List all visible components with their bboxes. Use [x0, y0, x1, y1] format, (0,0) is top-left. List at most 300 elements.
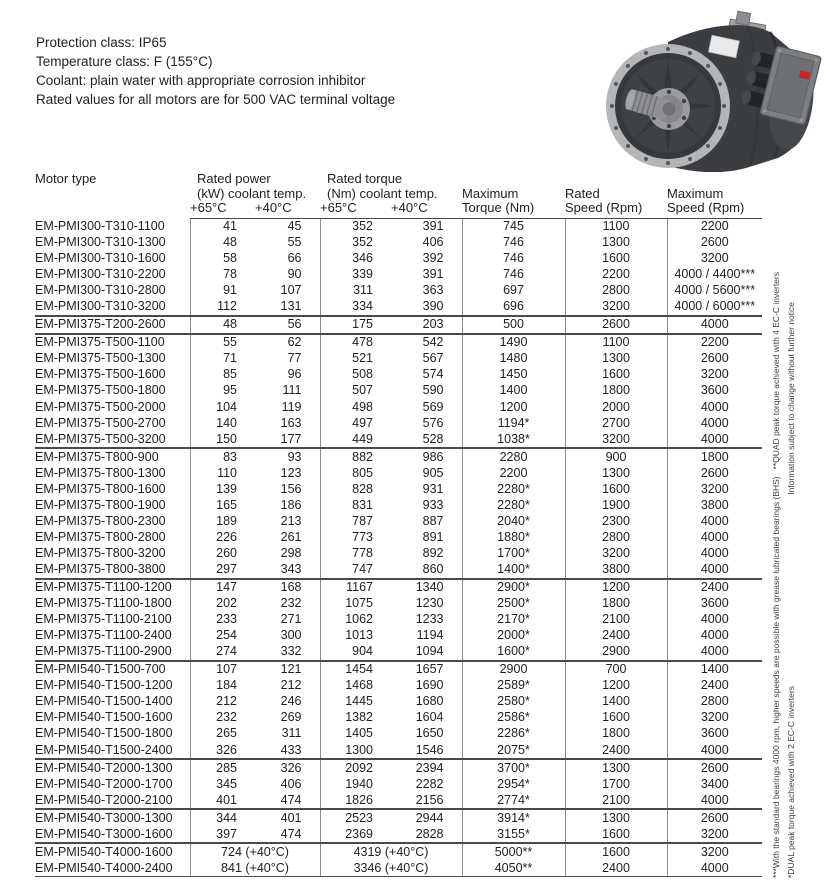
rated-values-line: Rated values for all motors are for 500 VAC terminal voltage — [36, 92, 396, 107]
table-row — [35, 399, 762, 415]
table-row — [35, 579, 762, 596]
table-cell: 1468 — [320, 678, 391, 694]
table-cell: 91 — [190, 283, 255, 299]
table-cell: 298 — [280, 545, 302, 560]
table-cell: 265 — [190, 726, 255, 742]
table-cell: 326 — [190, 742, 255, 759]
table-cell: 3914* — [462, 809, 565, 826]
table-cell: 260 — [190, 545, 255, 561]
table-row — [35, 776, 762, 792]
table-cell: 2944 — [391, 809, 462, 826]
table-cell: 4000 — [667, 628, 762, 644]
table-cell: 1038* — [462, 431, 565, 448]
table-cell: 2700 — [565, 415, 667, 431]
table-cell: 1657 — [391, 661, 462, 678]
table-cell: EM-PMI375-T1100-2900 — [35, 644, 172, 659]
table-cell: 45 — [287, 219, 302, 234]
table-cell: 3800 — [667, 497, 762, 513]
table-cell: 831 — [320, 497, 391, 513]
table-cell: 1690 — [415, 678, 444, 693]
table-cell: 4000 / 5600*** — [667, 283, 762, 299]
table-cell: 4000 — [667, 644, 762, 661]
table-cell: EM-PMI300-T310-2800 — [35, 283, 166, 298]
table-cell: 90 — [287, 267, 302, 282]
table-cell: 95 — [190, 383, 255, 399]
table-cell: 2586* — [462, 710, 565, 726]
table-cell: EM-PMI540-T1500-1400 — [35, 694, 173, 709]
table-cell: 700 — [565, 661, 667, 678]
table-cell: 567 — [422, 351, 444, 366]
table-row — [35, 351, 762, 367]
table-cell: 1230 — [415, 596, 444, 611]
table-cell: 1405 — [320, 726, 391, 742]
table-cell: 5000** — [462, 843, 565, 860]
table-cell: EM-PMI540-T1500-1200 — [35, 678, 173, 693]
table-cell: 1100 — [565, 218, 667, 235]
table-cell: 1700* — [462, 545, 565, 561]
table-cell: 497 — [320, 415, 391, 431]
table-cell: 390 — [422, 299, 444, 314]
header-power-65: +65°C — [190, 201, 255, 218]
table-cell: 2900* — [462, 579, 565, 596]
table-cell: 168 — [255, 579, 320, 596]
table-cell: 2800 — [565, 283, 667, 299]
table-cell: 343 — [280, 562, 302, 576]
table-cell: 339 — [320, 267, 391, 283]
table-cell: 1300 — [320, 742, 391, 759]
table-cell: 107 — [280, 283, 302, 298]
protection-class-line: Protection class: IP65 — [36, 35, 167, 50]
table-cell: EM-PMI375-T500-1800 — [35, 383, 166, 398]
table-cell: 2600 — [667, 235, 762, 251]
table-cell: 2300 — [565, 513, 667, 529]
table-cell: EM-PMI540-T1500-1600 — [35, 710, 173, 725]
table-cell: 1194* — [462, 415, 565, 431]
table-cell: EM-PMI375-T800-3800 — [35, 562, 166, 576]
table-cell: 3600 — [667, 596, 762, 612]
table-cell: 232 — [280, 596, 302, 611]
table-cell: 189 — [190, 513, 255, 529]
table-cell: 2000 — [565, 399, 667, 415]
table-cell: EM-PMI375-T800-1600 — [35, 481, 166, 496]
table-cell: EM-PMI540-T1500-2400 — [35, 742, 173, 757]
table-cell: 345 — [190, 776, 255, 792]
table-row — [35, 235, 762, 251]
table-cell: 3600 — [667, 383, 762, 399]
table-cell: 212 — [190, 694, 255, 710]
footnote-quad-torque: **QUAD peak torque achieved with 4 EC-C inverters — [771, 272, 781, 470]
table-cell: 4000 — [667, 513, 762, 529]
table-cell: 2092 — [320, 759, 391, 776]
table-cell: 2800 — [667, 694, 762, 710]
table-row — [35, 612, 762, 628]
table-cell: 78 — [190, 267, 255, 283]
header-rated-speed-1: Rated — [565, 185, 600, 201]
table-cell: 111 — [282, 383, 302, 398]
table-cell: 2500* — [462, 596, 565, 612]
table-cell: 150 — [190, 431, 255, 448]
table-cell: 1700 — [565, 776, 667, 792]
header-rated-speed-2: Speed (Rpm) — [565, 201, 667, 218]
table-cell: 391 — [422, 219, 444, 234]
temperature-class-line: Temperature class: F (155°C) — [36, 54, 213, 69]
table-cell: 1400 — [667, 661, 762, 678]
table-cell: 140 — [190, 415, 255, 431]
table-cell: 2369 — [320, 826, 391, 843]
table-cell: 891 — [422, 529, 444, 544]
table-cell: 1200 — [565, 579, 667, 596]
table-cell: 285 — [190, 759, 255, 776]
motor-photo-illustration — [598, 8, 822, 172]
table-cell: 3200 — [667, 843, 762, 860]
table-cell: 1600 — [565, 843, 667, 860]
table-cell: EM-PMI375-T800-2800 — [35, 529, 166, 544]
table-cell: 1400 — [565, 694, 667, 710]
table-cell: 1300 — [565, 465, 667, 481]
table-cell: 474 — [280, 792, 302, 807]
table-cell: 4000 — [667, 431, 762, 448]
table-cell: 1300 — [565, 759, 667, 776]
table-cell: 3600 — [667, 726, 762, 742]
table-cell: 344 — [190, 809, 255, 826]
table-cell: 269 — [280, 710, 302, 725]
table-cell: 1013 — [320, 628, 391, 644]
table-cell: 246 — [280, 694, 302, 709]
table-cell: 1382 — [320, 710, 391, 726]
table-cell: 311 — [281, 726, 302, 741]
table-cell: 1940 — [320, 776, 391, 792]
table-cell: 165 — [190, 497, 255, 513]
table-cell: 745 — [462, 218, 565, 235]
table-cell: 3200 — [667, 251, 762, 267]
header-max-torque-2: Torque (Nm) — [462, 201, 565, 218]
table-row — [35, 759, 762, 776]
table-cell: 2954* — [462, 776, 565, 792]
table-cell: EM-PMI375-T800-2300 — [35, 513, 166, 528]
table-cell: EM-PMI300-T310-1300 — [35, 235, 166, 250]
table-cell: 2200 — [667, 218, 762, 235]
table-cell: 2200 — [462, 465, 565, 481]
table-cell: 1167 — [320, 579, 391, 596]
table-cell: 2900 — [565, 644, 667, 661]
table-cell: 887 — [422, 513, 444, 528]
table-cell: 4000 — [667, 415, 762, 431]
table-cell: 212 — [280, 678, 302, 693]
table-row — [35, 481, 762, 497]
table-row — [35, 431, 762, 448]
table-cell: 3800 — [565, 561, 667, 578]
table-cell: EM-PMI300-T310-1600 — [35, 251, 166, 266]
table-cell: 1454 — [320, 661, 391, 678]
table-cell: 1800 — [667, 448, 762, 465]
table-cell: EM-PMI375-T1100-1200 — [35, 579, 190, 596]
table-row — [35, 267, 762, 283]
table-cell: 406 — [280, 776, 302, 791]
table-cell: 401 — [255, 809, 320, 826]
table-cell: EM-PMI375-T200-2600 — [35, 316, 190, 334]
table-cell: 773 — [320, 529, 391, 545]
table-cell: 986 — [391, 448, 462, 465]
table-cell: 828 — [320, 481, 391, 497]
table-cell: 4000 — [667, 561, 762, 578]
table-cell: 4000 — [667, 742, 762, 759]
table-cell: EM-PMI375-T500-1300 — [35, 351, 166, 366]
header-power-40: +40°C — [255, 201, 320, 218]
table-cell: EM-PMI375-T500-1100 — [35, 334, 190, 351]
table-cell: 2100 — [565, 612, 667, 628]
table-cell: 107 — [190, 661, 255, 678]
table-cell: 48 — [190, 316, 255, 334]
table-cell: 574 — [422, 367, 444, 382]
table-cell: 110 — [190, 465, 255, 481]
table-cell: 406 — [422, 235, 444, 250]
table-cell: 590 — [422, 383, 444, 398]
table-cell: 2600 — [667, 465, 762, 481]
table-cell: 332 — [280, 644, 302, 659]
table-row — [35, 513, 762, 529]
table-cell: 139 — [190, 481, 255, 497]
table-cell: 1480 — [462, 351, 565, 367]
table-cell: EM-PMI540-T3000-1300 — [35, 809, 190, 826]
table-row — [35, 334, 762, 351]
table-cell: 391 — [422, 267, 444, 282]
table-cell: 2800 — [565, 529, 667, 545]
table-cell: EM-PMI540-T1500-1800 — [35, 726, 173, 741]
table-cell: 2600 — [565, 316, 667, 334]
table-cell: 175 — [320, 316, 391, 334]
table-cell: 3200 — [667, 710, 762, 726]
table-cell: 226 — [190, 529, 255, 545]
footnote-line-2 — [785, 302, 797, 878]
table-cell: 841 (+40°C) — [190, 860, 320, 877]
table-cell: 1600 — [565, 710, 667, 726]
table-cell: 397 — [190, 826, 255, 843]
table-cell: 2589* — [462, 678, 565, 694]
table-cell: 860 — [422, 562, 444, 576]
header-torque-unit: (Nm) coolant temp. — [327, 185, 438, 201]
table-cell: 104 — [190, 399, 255, 415]
table-row — [35, 809, 762, 826]
table-cell: 2100 — [565, 792, 667, 809]
table-cell: EM-PMI375-T1100-1800 — [35, 596, 172, 611]
table-cell: 1075 — [320, 596, 391, 612]
table-cell: 1300 — [565, 351, 667, 367]
table-cell: 1200 — [565, 678, 667, 694]
table-cell: 297 — [190, 561, 255, 578]
table-row — [35, 529, 762, 545]
table-row — [35, 415, 762, 431]
table-cell: 1300 — [565, 235, 667, 251]
table-row — [35, 316, 762, 334]
table-cell: 542 — [391, 334, 462, 351]
spec-table-body — [35, 218, 762, 877]
table-cell: 2400 — [667, 579, 762, 596]
table-cell: 3200 — [667, 826, 762, 843]
table-cell: 186 — [280, 497, 302, 512]
table-cell: 2900 — [462, 661, 565, 678]
table-row — [35, 218, 762, 235]
table-cell: 4000 — [667, 612, 762, 628]
table-cell: 2200 — [667, 334, 762, 351]
table-cell: 904 — [320, 644, 391, 661]
table-cell: 3200 — [565, 431, 667, 448]
header-rated-power: Rated power — [197, 171, 271, 186]
table-cell: 2280* — [462, 481, 565, 497]
table-cell: 62 — [255, 334, 320, 351]
spec-info-block — [36, 33, 395, 109]
table-cell: 521 — [320, 351, 391, 367]
table-cell: 4319 (+40°C) — [320, 843, 462, 860]
footnote-bearings: ***With the standard bearings 4000 rpm, higher speeds are possible with grease lubricated bearings (BHS) — [771, 476, 781, 878]
table-cell: 4000 / 4400*** — [667, 267, 762, 283]
motor-spec-table — [35, 172, 762, 877]
table-cell: 2400 — [565, 860, 667, 877]
table-cell: 1445 — [320, 694, 391, 710]
table-row — [35, 596, 762, 612]
header-torque-40: +40°C — [391, 201, 462, 218]
table-cell: 346 — [320, 251, 391, 267]
table-cell: 1233 — [415, 612, 444, 627]
table-cell: 1826 — [320, 792, 391, 809]
table-cell: 1300 — [565, 809, 667, 826]
table-cell: EM-PMI375-T800-900 — [35, 448, 190, 465]
header-motor-type: Motor type — [35, 171, 97, 186]
table-cell: EM-PMI375-T500-1600 — [35, 367, 166, 382]
table-cell: 2600 — [667, 759, 762, 776]
table-cell: 96 — [287, 367, 302, 382]
table-row — [35, 628, 762, 644]
header-rated-torque: Rated torque — [327, 171, 403, 186]
table-cell: 507 — [320, 383, 391, 399]
table-row — [35, 448, 762, 465]
table-cell: 71 — [190, 351, 255, 367]
table-cell: 805 — [320, 465, 391, 481]
table-cell: 2280* — [462, 497, 565, 513]
table-row — [35, 678, 762, 694]
table-row — [35, 561, 762, 578]
table-cell: 3200 — [565, 299, 667, 316]
table-row — [35, 661, 762, 678]
table-cell: 1800 — [565, 726, 667, 742]
header-max-speed-2: Speed (Rpm) — [667, 201, 762, 218]
table-cell: EM-PMI300-T310-1100 — [35, 218, 165, 233]
table-cell: 156 — [280, 481, 302, 496]
table-cell: 2040* — [462, 513, 565, 529]
table-cell: EM-PMI540-T2000-1300 — [35, 759, 190, 776]
table-cell: 3200 — [667, 481, 762, 497]
table-cell: 2523 — [320, 809, 391, 826]
table-cell: EM-PMI375-T800-3200 — [35, 545, 166, 560]
table-row — [35, 545, 762, 561]
table-cell: 311 — [320, 283, 391, 299]
table-cell: 3155* — [462, 826, 565, 843]
table-cell: 931 — [422, 481, 444, 496]
table-cell: 1100 — [565, 334, 667, 351]
table-cell: 55 — [287, 235, 302, 250]
table-row — [35, 465, 762, 481]
table-cell: 401 — [190, 792, 255, 809]
table-cell: 478 — [320, 334, 391, 351]
table-cell: 1600 — [565, 251, 667, 267]
table-cell: 746 — [462, 267, 565, 283]
header-torque-65: +65°C — [320, 201, 391, 218]
table-cell: 933 — [422, 497, 444, 512]
table-cell: 2286* — [462, 726, 565, 742]
table-cell: 1600* — [462, 644, 565, 661]
table-cell: 1650 — [415, 726, 444, 741]
table-cell: 4000 — [667, 529, 762, 545]
table-row — [35, 283, 762, 299]
table-cell: 3200 — [667, 367, 762, 383]
table-cell: 3700* — [462, 759, 565, 776]
table-cell: 787 — [320, 513, 391, 529]
table-row — [35, 299, 762, 316]
table-cell: 576 — [422, 415, 444, 430]
table-cell: 2400 — [565, 742, 667, 759]
table-cell: 55 — [190, 334, 255, 351]
table-cell: 892 — [422, 545, 444, 560]
table-cell: 474 — [280, 826, 302, 841]
table-cell: 202 — [190, 596, 255, 612]
table-cell: 2280 — [462, 448, 565, 465]
table-cell: 1450 — [462, 367, 565, 383]
table-cell: 334 — [320, 299, 391, 316]
table-cell: EM-PMI540-T2000-1700 — [35, 776, 173, 791]
table-cell: EM-PMI375-T800-1900 — [35, 497, 166, 512]
table-cell: 747 — [320, 561, 391, 578]
table-cell: 121 — [255, 661, 320, 678]
table-cell: 123 — [280, 465, 302, 480]
table-cell: 4050** — [462, 860, 565, 877]
table-cell: 85 — [190, 367, 255, 383]
table-cell: EM-PMI540-T4000-1600 — [35, 843, 190, 860]
table-cell: 184 — [190, 678, 255, 694]
table-cell: EM-PMI540-T2000-2100 — [35, 792, 173, 807]
table-cell: 203 — [391, 316, 462, 334]
table-row — [35, 251, 762, 267]
table-cell: 3400 — [667, 776, 762, 792]
table-cell: 58 — [190, 251, 255, 267]
table-cell: 4000 / 6000*** — [667, 299, 762, 316]
header-max-torque-1: Maximum — [462, 185, 519, 201]
table-cell: 500 — [462, 316, 565, 334]
table-cell: 300 — [280, 628, 302, 643]
table-cell: 1400 — [462, 383, 565, 399]
table-cell: 2000* — [462, 628, 565, 644]
table-cell: 2828 — [415, 826, 444, 841]
table-cell: 4000 — [667, 792, 762, 809]
table-cell: 1490 — [462, 334, 565, 351]
table-cell: 528 — [422, 431, 444, 446]
table-row — [35, 694, 762, 710]
table-cell: 131 — [280, 299, 302, 314]
table-cell: 1194 — [416, 628, 444, 643]
table-cell: 2400 — [565, 628, 667, 644]
table-cell: EM-PMI300-T310-3200 — [35, 299, 166, 314]
table-cell: 508 — [320, 367, 391, 383]
table-cell: 2282 — [415, 776, 444, 791]
table-row — [35, 843, 762, 860]
motor-photo — [598, 8, 822, 172]
table-cell: 1200 — [462, 399, 565, 415]
table-cell: 83 — [190, 448, 255, 465]
table-cell: 147 — [190, 579, 255, 596]
table-row — [35, 742, 762, 759]
table-cell: 1880* — [462, 529, 565, 545]
table-cell: 569 — [422, 399, 444, 414]
table-cell: 3346 (+40°C) — [320, 860, 462, 877]
table-cell: 112 — [190, 299, 255, 316]
